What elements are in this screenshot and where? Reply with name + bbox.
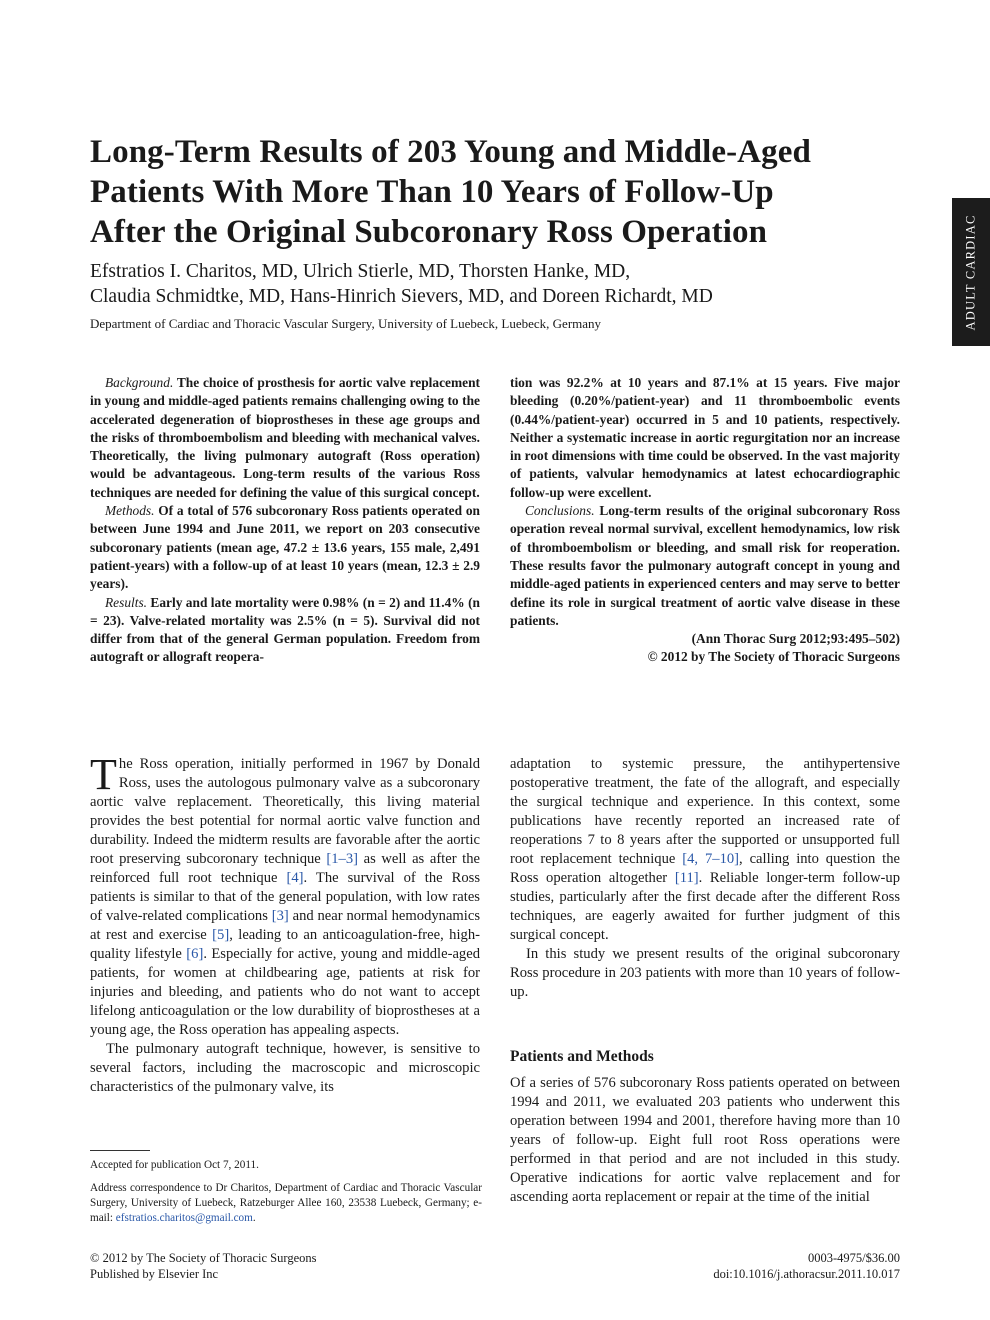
abstract-conclusions-text: Long-term results of the original subcoronary Ross operation reveal normal survival, excellent hemodynamics, low risk of thromboembolism or bleeding, and small risk for reoperation. These results favor the pulmonary autograft concept in young and middle-aged patients in experienced centers and may serve to better define its role in surgical treatment of aortic valve disease in these patients. [510,503,900,628]
abstract-background-text: The choice of prosthesis for aortic valve replacement in young and middle-aged patients remains challenging owing to the accelerated degeneration of bioprostheses in these age groups and the risks of thromboembolism and bleeding with mechanical valves. Theoretically, the living pulmonary autograft (Ross operation) would be advantageous. Long-term results of the various Ross techniques are needed for defining the value of this surgical concept. [90,375,480,500]
footer-issn: 0003-4975/$36.00 [807,1251,900,1265]
footer-right [713,1251,900,1282]
methods-paragraph-1: Of a series of 576 subcoronary Ross patients operated on between 1994 and 2011, we evaluated 203 patients who underwent this operation between 1994 and 2001, therefore having more than 10 years of follow-up. Eight full root Ross operations were performed in that period and are not included in this study. Operative indications for aortic valve replacement and for ascending aorta replacement or repair at the time of the initial [510,1075,900,1205]
footer-left [90,1251,316,1282]
body-text: he Ross operation, initially performed in 1967 by Donald Ross, uses the autologous pulmonary valve as a subcoronary aortic valve replacement. Theoretically, this living material provides the best potential for normal aortic valve function and durability. Indeed the midterm results are favorable after the aortic root preserving subcoronary technique [90,756,480,867]
title-line: Patients With More Than 10 Years of Follow-Up [90,174,774,210]
footnote-divider [90,1150,150,1151]
author-list [90,259,910,309]
body-right-column [510,755,900,1002]
footer-copyright: © 2012 by The Society of Thoracic Surgeons [90,1251,317,1265]
footnote-address-text: Address correspondence to Dr Charitos, Department of Cardiac and Thoracic Vascular Surgery, University of Luebeck, Ratzeburger Allee 160, 23538 Luebeck, Germany; e-mail: [90,1182,482,1224]
section-side-tab [952,198,990,346]
affiliation: Department of Cardiac and Thoracic Vascular Surgery, University of Luebeck, Luebeck, Germany [90,316,602,331]
intro-paragraph-3: In this study we present results of the original subcoronary Ross procedure in 203 patients with more than 10 years of follow-up. [510,946,900,1000]
body-left-column [90,750,480,1097]
abstract-background [90,374,480,502]
abstract-conclusions [510,502,900,630]
reference-link[interactable]: [4] [286,870,304,886]
body-text: , leading to an anticoagulation-free, high-quality lifestyle [90,927,480,962]
abstract-methods [90,502,480,593]
abstract-methods-text: Of a total of 576 subcoronary Ross patients operated on between June 1994 and June 2011, we report on 203 consecutive subcoronary patients (mean age, 47.2 ± 13.6 years, 155 male, 2,491 patient-years) with a follow-up of at least 10 years (mean, 12.3 ± 2.9 years). [90,503,480,592]
footnote-accepted: Accepted for publication Oct 7, 2011. [90,1159,259,1171]
abstract-conclusions-label: Conclusions. [525,503,595,519]
body-text: . Reliable longer-term follow-up studies, particularly after the first decade after the different Ross techniques, are eagerly awaited for further judgment of this surgical concept. [510,870,901,943]
side-tab-label: ADULT CARDIAC [963,214,978,330]
title-line: Long-Term Results of 203 Young and Middle-Aged [90,134,811,170]
abstract-background-label: Background. [105,375,174,390]
body-text: . Especially for active, young and middle-aged patients, for women at childbearing age, patients at risk for injuries and bleeding, and patients who do not want to accept lifelong anticoagulation or the low durability of bioprostheses at a young age, the Ross operation has appealing aspects. [90,946,480,1038]
reference-link[interactable]: [11] [674,870,699,886]
footnote-address-end: . [252,1212,256,1224]
abstract-left-column [90,374,480,667]
abstract-results [90,594,480,667]
intro-paragraph-2: The pulmonary autograft technique, however, is sensitive to several factors, including the macroscopic and microscopic characteristics of the pulmonary valve, its [90,1041,480,1095]
drop-cap: T [90,750,117,799]
email-link[interactable]: efstratios.charitos@gmail.com [115,1212,253,1224]
body-text: and near normal hemodynamics at rest and exercise [90,908,480,943]
body-text: , calling into question the Ross operation altogether [510,851,900,886]
article-title [90,132,920,252]
body-text: adaptation to systemic pressure, the antihypertensive postoperative treatment, the fate of the allograft, and especially the surgical technique and experience. In this context, some publications have recently reported an increased rate of reoperations 7 to 8 years after the supported or unsupported full root replacement technique [510,756,900,867]
footer-publisher: Published by Elsevier Inc [90,1266,219,1281]
reference-link[interactable]: [5] [212,927,230,943]
body-text: . The survival of the Ross patients is similar to that of the general population, with low rates of valve-related complications [90,870,480,924]
intro-paragraph-1 [90,750,480,1040]
footnote-address [90,1181,482,1226]
abstract-results-text: Early and late mortality were 0.98% (n = 2) and 11.4% (n = 23). Valve-related mortality was 2.5% (n = 5). Survival did not differ from that of the general German population. Freedom from autograft or allograft reopera- [90,594,480,665]
reference-link[interactable]: [1–3] [326,851,358,867]
abstract-results-continued: tion was 92.2% at 10 years and 87.1% at 15 years. Five major bleeding (0.20%/patient-year) and 11 thromboembolic events (0.44%/patient-year) occurred in 5 and 10 patients, respectively. Neither a systematic increase in aortic regurgitation nor an increase in root dimensions with time could be observed. In the vast majority of patients, valvular hemodynamics at latest echocardiographic follow-up were excellent. [510,375,900,500]
intro-paragraph-2-continued [510,755,900,945]
section-heading: Patients and Methods [510,1048,654,1065]
body-text: as well as after the reinforced full root technique [90,851,480,886]
abstract-right-column [510,374,900,667]
title-line: After the Original Subcoronary Ross Operation [90,214,768,250]
author-line: Efstratios I. Charitos, MD, Ulrich Stierle, MD, Thorsten Hanke, MD, [90,261,631,282]
abstract-methods-label: Methods. [105,503,155,519]
abstract-copyright: © 2012 by The Society of Thoracic Surgeons [647,649,900,665]
reference-link[interactable]: [3] [271,908,289,924]
reference-link[interactable]: [4, 7–10] [682,851,740,867]
patients-methods-section [510,1047,900,1207]
abstract-results-label: Results. [105,594,148,610]
footer-doi: doi:10.1016/j.athoracsur.2011.10.017 [713,1266,900,1281]
reference-link[interactable]: [6] [186,946,204,962]
author-line: Claudia Schmidtke, MD, Hans-Hinrich Sievers, MD, and Doreen Richardt, MD [90,286,713,307]
abstract-citation: (Ann Thorac Surg 2012;93:495–502) [691,631,900,647]
